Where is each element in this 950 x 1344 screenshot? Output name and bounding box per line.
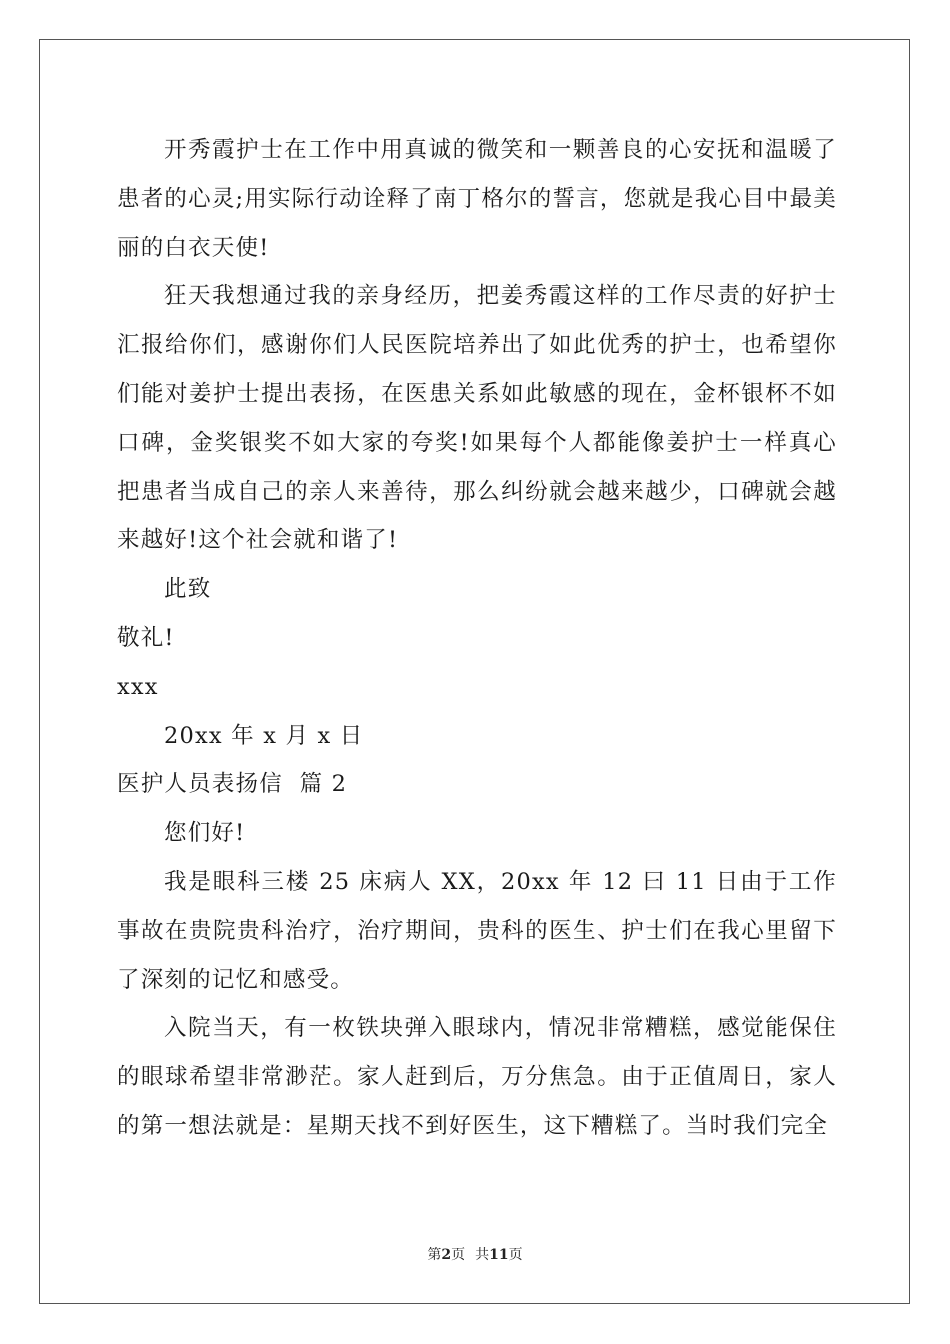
footer-total-prefix: 共 bbox=[475, 1247, 490, 1263]
closing-cizhi: 此致 bbox=[164, 576, 212, 603]
footer-total-pages: 11 bbox=[489, 1247, 509, 1263]
paragraph-intro: 我是眼科三楼 25 床病人 XX，20xx 年 12 曰 11 日由于工作事故在贵院贵科治疗，治疗期间，贵科的医生、护士们在我心里留下了深刻的记忆和感受。 bbox=[117, 868, 837, 993]
footer-page-number: 2 bbox=[441, 1247, 452, 1263]
greeting: 您们好! bbox=[164, 820, 246, 847]
closing-jingli: 敬礼! bbox=[117, 624, 175, 651]
page-footer bbox=[0, 1245, 950, 1265]
section-heading: 医护人员表扬信 篇 2 bbox=[117, 771, 348, 798]
signature-date: 20xx 年 x 月 x 日 bbox=[164, 722, 364, 749]
footer-page-suffix: 页 bbox=[451, 1247, 466, 1263]
paragraph-praise-nurse: 开秀霞护士在工作中用真诚的微笑和一颗善良的心安抚和温暖了患者的心灵;用实际行动诠释了南丁格尔的誓言，您就是我心目中最美丽的白衣天使! bbox=[117, 137, 837, 261]
paragraph-report: 狂天我想通过我的亲身经历，把姜秀霞这样的工作尽责的好护士汇报给你们，感谢你们人民医院培养出了如此优秀的护士，也希望你们能对姜护士提出表扬，在医患关系如此敏感的现在，金杯银杯不如口碑，金奖银奖不如大家的夸奖!如果每个人都能像姜护士一样真心把患者当成自己的亲人来善待，那么纠纷就会越来越少，口碑就会越来越好!这个社会就和谐了! bbox=[117, 283, 837, 554]
signature-name: xxx bbox=[117, 673, 159, 700]
footer-total-suffix: 页 bbox=[508, 1247, 523, 1263]
footer-page-prefix: 第 bbox=[427, 1247, 442, 1263]
document-body bbox=[117, 126, 837, 1151]
paragraph-admission: 入院当天，有一枚铁块弹入眼球内，情况非常糟糕，感觉能保住的眼球希望非常渺茫。家人赶到后，万分焦急。由于正值周日，家人的第一想法就是：星期天找不到好医生，这下糟糕了。当时我们完全 bbox=[117, 1015, 837, 1139]
